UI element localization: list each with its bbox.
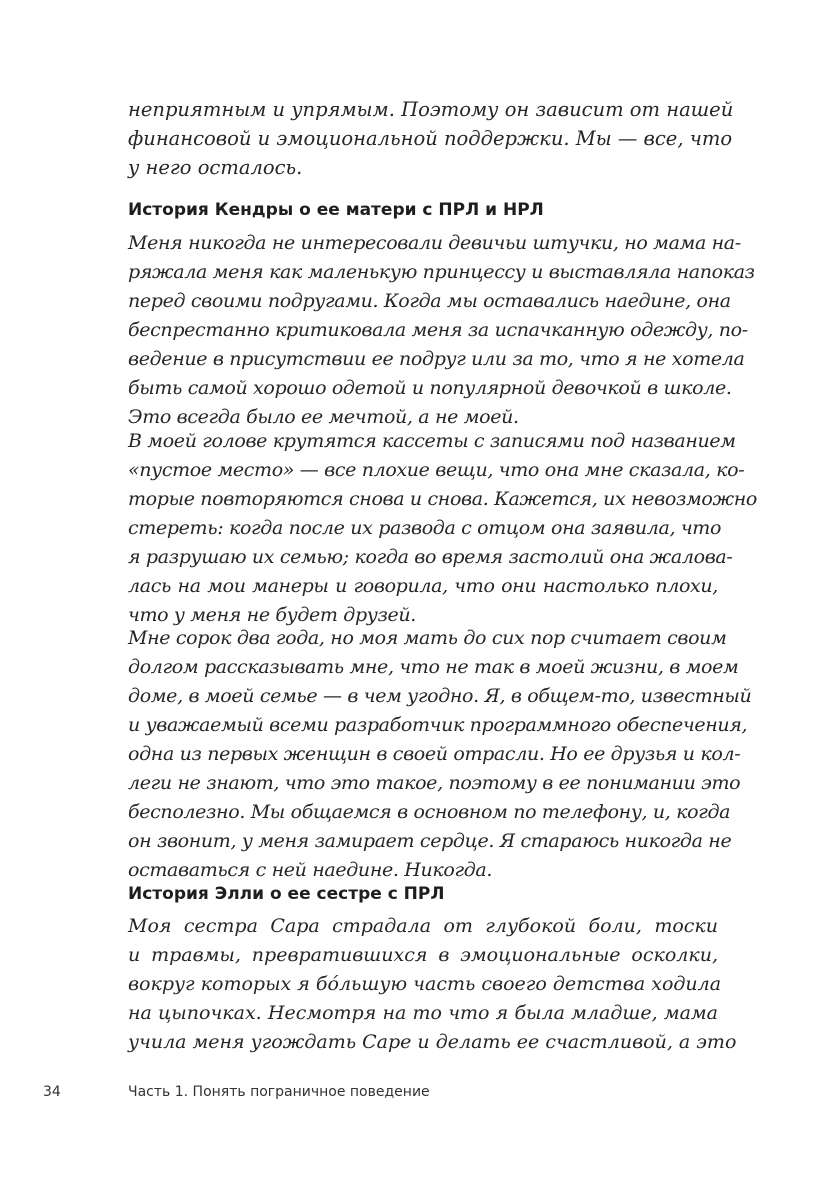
- text-line: «пустое место» — все плохие вещи, что она мне сказала, ко-: [128, 459, 745, 481]
- text-line: на цыпочках. Несмотря на то что я была младше, мама: [128, 1002, 718, 1024]
- text-line: бесполезно. Мы общаемся в основном по телефону, и, когда: [128, 801, 731, 823]
- text-line: долгом рассказывать мне, что не так в моей жизни, в моем: [128, 656, 739, 678]
- text-line: учила меня угождать Саре и делать ее счастливой, а это: [128, 1031, 737, 1053]
- text-line: стереть: когда после их развода с отцом она заявила, что: [128, 517, 722, 539]
- text-line: быть самой хорошо одетой и популярной девочкой в школе.: [128, 377, 732, 399]
- text-line: Моя сестра Сара страдала от глубокой боли, тоски: [128, 915, 718, 937]
- text-line: вокруг которых я бо́льшую часть своего детства ходила: [128, 973, 722, 995]
- text-line: торые повторяются снова и снова. Кажется, их невозможно: [128, 488, 757, 510]
- text-line: оставаться с ней наедине. Никогда.: [128, 859, 493, 881]
- text-line: В моей голове крутятся кассеты с записями под названием: [128, 430, 736, 452]
- text-line: и травмы, превратившихся в эмоциональные осколки,: [128, 944, 718, 966]
- text-line: ведение в присутствии ее подруг или за то, что я не хотела: [128, 348, 745, 370]
- text-line: ряжала меня как маленькую принцессу и выставляла напоказ: [128, 261, 755, 283]
- text-line: Это всегда было ее мечтой, а не моей.: [128, 406, 519, 428]
- text-line: одна из первых женщин в своей отрасли. Но ее друзья и кол-: [128, 743, 741, 765]
- text-line: лась на мои манеры и говорила, что они настолько плохи,: [128, 575, 718, 597]
- kendra-paragraph-1: [128, 229, 755, 432]
- text-line: что у меня не будет друзей.: [128, 604, 416, 626]
- section-heading-elli: История Элли о ее сестре с ПРЛ: [128, 884, 445, 904]
- running-title: Часть 1. Понять пограничное поведение: [128, 1084, 430, 1100]
- page-number: 34: [43, 1084, 61, 1100]
- text-line: и уважаемый всеми разработчик программного обеспечения,: [128, 714, 748, 736]
- kendra-paragraph-2: [128, 427, 757, 630]
- kendra-paragraph-3: [128, 624, 752, 885]
- section-heading-kendra: История Кендры о ее матери с ПРЛ и НРЛ: [128, 200, 544, 220]
- text-line: неприятным и упрямым. Поэтому он зависит от нашей: [128, 98, 734, 121]
- text-line: доме, в моей семье — в чем угодно. Я, в общем-то, известный: [128, 685, 752, 707]
- text-line: леги не знают, что это такое, поэтому в ее понимании это: [128, 772, 741, 794]
- text-line: финансовой и эмоциональной поддержки. Мы — все, что: [128, 127, 733, 150]
- text-line: Меня никогда не интересовали девичьи штучки, но мама на-: [128, 232, 741, 254]
- text-line: Мне сорок два года, но моя мать до сих пор считает своим: [128, 627, 727, 649]
- text-line: перед своими подругами. Когда мы оставались наедине, она: [128, 290, 731, 312]
- text-line: я разрушаю их семью; когда во время застолий она жалова-: [128, 546, 733, 568]
- text-line: у него осталось.: [128, 156, 303, 179]
- paragraph-continued: [128, 95, 734, 182]
- elli-paragraph-1: [128, 912, 737, 1057]
- text-line: он звонит, у меня замирает сердце. Я стараюсь никогда не: [128, 830, 732, 852]
- text-line: беспрестанно критиковала меня за испачканную одежду, по-: [128, 319, 748, 341]
